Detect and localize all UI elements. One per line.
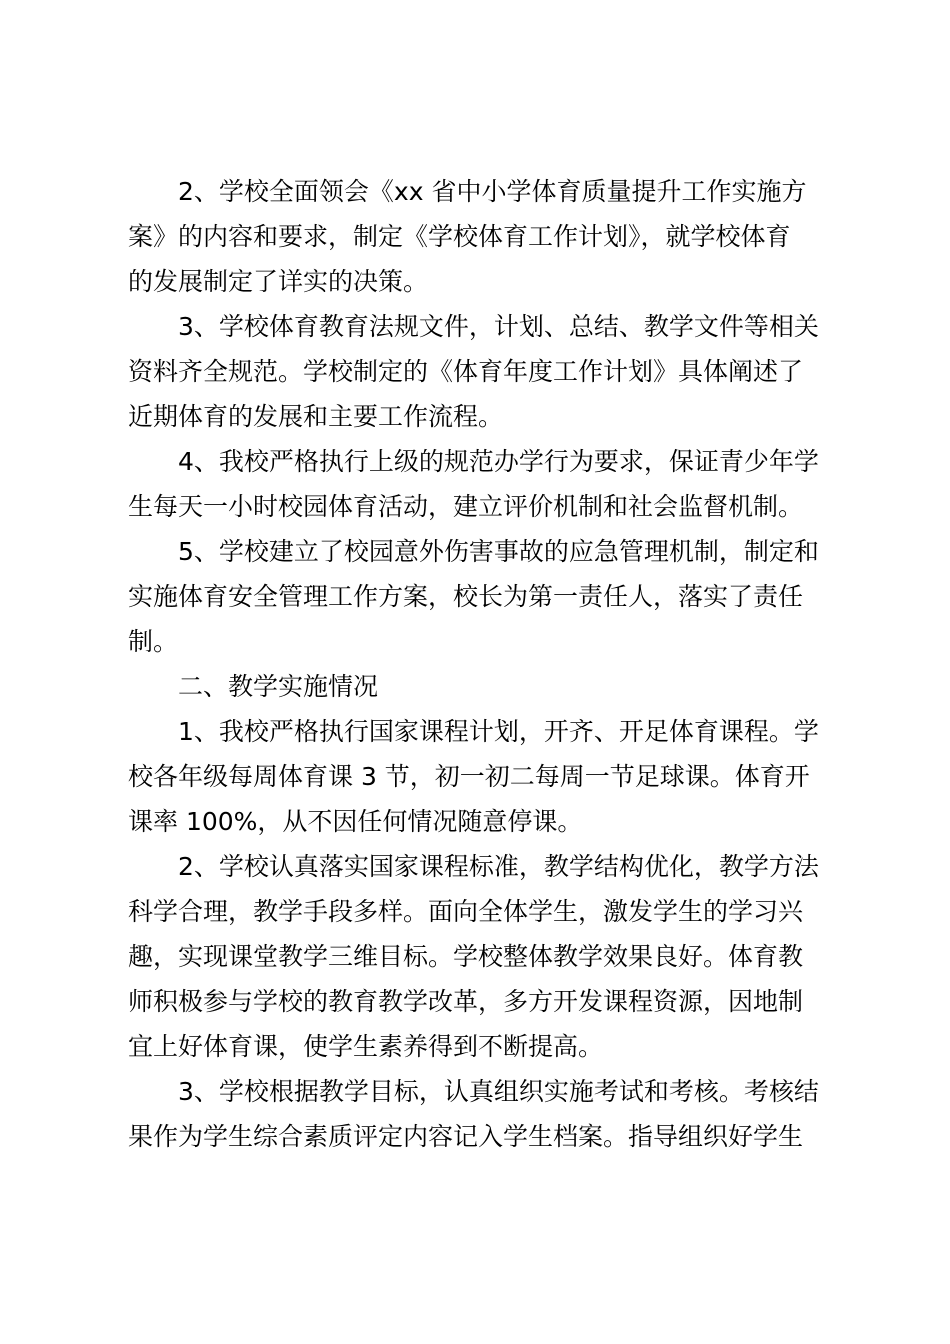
teaching-paragraph-2-line-1: 2、学校认真落实国家课程标准，教学结构优化，教学方法 (178, 852, 819, 881)
teaching-paragraph-1-line-2: 校各年级每周体育课 3 节，初一初二每周一节足球课。体育开 (128, 762, 810, 791)
paragraph-3-line-2: 资料齐全规范。学校制定的《体育年度工作计划》具体阐述了 (128, 357, 804, 386)
paragraph-2-line-2: 案》的内容和要求，制定《学校体育工作计划》，就学校体育 (128, 222, 791, 251)
teaching-paragraph-2-line-4: 师积极参与学校的教育教学改革，多方开发课程资源，因地制 (128, 987, 804, 1016)
paragraph-2-line-3: 的发展制定了详实的决策。 (128, 267, 429, 296)
paragraph-4-line-2: 生每天一小时校园体育活动，建立评价机制和社会监督机制。 (128, 492, 804, 521)
section-heading: 二、教学实施情况 (178, 672, 379, 701)
paragraph-3-line-1: 3、学校体育教育法规文件，计划、总结、教学文件等相关 (178, 312, 819, 341)
paragraph-5-line-2: 实施体育安全管理工作方案，校长为第一责任人，落实了责任 (128, 582, 804, 611)
paragraph-5-line-3: 制。 (128, 627, 179, 656)
teaching-paragraph-1-line-3: 课率 100%，从不因任何情况随意停课。 (128, 807, 583, 836)
paragraph-2-line-1: 2、学校全面领会《xx 省中小学体育质量提升工作实施方 (178, 177, 807, 206)
teaching-paragraph-2-line-5: 宜上好体育课，使学生素养得到不断提高。 (128, 1032, 604, 1061)
teaching-paragraph-3-line-2: 果作为学生综合素质评定内容记入学生档案。指导组织好学生 (128, 1122, 804, 1151)
paragraph-3-line-3: 近期体育的发展和主要工作流程。 (128, 402, 504, 431)
teaching-paragraph-2-line-2: 科学合理，教学手段多样。面向全体学生，激发学生的学习兴 (128, 897, 804, 926)
teaching-paragraph-2-line-3: 趣，实现课堂教学三维目标。学校整体教学效果良好。体育教 (128, 942, 804, 971)
paragraph-5-line-1: 5、学校建立了校园意外伤害事故的应急管理机制，制定和 (178, 537, 819, 566)
teaching-paragraph-1-line-1: 1、我校严格执行国家课程计划，开齐、开足体育课程。学 (178, 717, 819, 746)
paragraph-4-line-1: 4、我校严格执行上级的规范办学行为要求，保证青少年学 (178, 447, 819, 476)
teaching-paragraph-3-line-1: 3、学校根据教学目标，认真组织实施考试和考核。考核结 (178, 1077, 819, 1106)
